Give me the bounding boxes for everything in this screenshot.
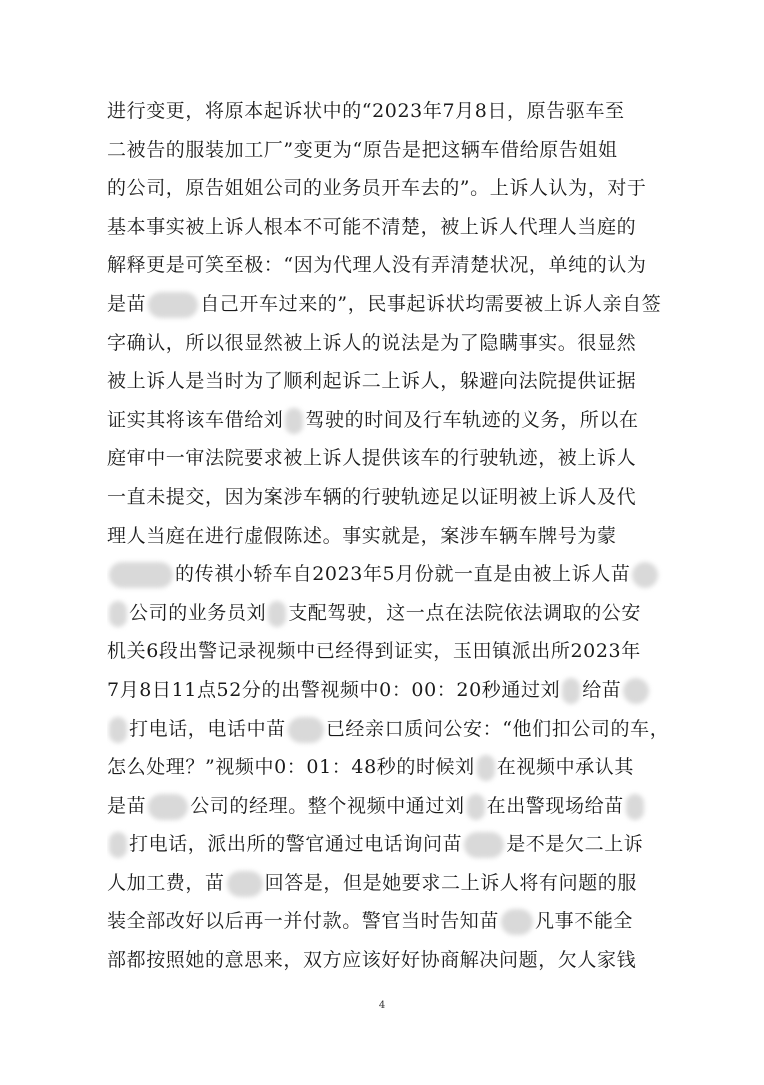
text-segment: 打电话，派出所的警官通过电话询问苗: [129, 833, 463, 856]
redaction-blur: [109, 717, 127, 743]
redaction-blur: [109, 832, 127, 858]
text-line: [107, 324, 677, 363]
text-segment: 自己开车过来的”，民事起诉状均需要被上诉人亲自签: [200, 292, 662, 315]
text-segment: 在视频中承认其: [496, 756, 634, 779]
text-segment: 给苗: [582, 678, 622, 701]
redaction-blur: [285, 408, 303, 434]
text-segment: 庭审中一审法院要求被上诉人提供该车的行驶轨迹，被上诉人: [107, 447, 637, 470]
redaction-blur: [109, 562, 173, 588]
text-line: [107, 362, 677, 401]
page-number: 4: [378, 1000, 386, 1011]
redaction-blur: [288, 717, 324, 743]
text-segment: 7月8日11点52分的出警视频中0：00：20秒通过刘: [107, 678, 561, 701]
text-line: [107, 208, 677, 247]
redaction-blur: [227, 871, 263, 897]
text-segment: 是不是欠二上诉: [506, 833, 644, 856]
text-line: [107, 864, 677, 903]
text-segment: 回答是，但是她要求二上诉人将有问题的服: [264, 871, 638, 894]
text-line: [107, 941, 677, 980]
text-line: [107, 131, 677, 170]
redaction-blur: [109, 601, 127, 627]
text-line: [107, 246, 677, 285]
text-segment: 打电话，电话中苗: [129, 717, 286, 740]
redaction-blur: [501, 909, 533, 935]
text-line: [107, 92, 677, 131]
text-line: [107, 632, 677, 671]
text-segment: 解释更是可笑至极：“因为代理人没有弄清楚状况，单纯的认为: [107, 254, 647, 277]
text-segment: 的传祺小轿车自2023年5月份就一直是由被上诉人苗: [175, 563, 631, 586]
redaction-blur: [268, 601, 286, 627]
text-segment: 是苗: [107, 292, 147, 315]
text-segment: 二被告的服装加工厂”变更为“原告是把这辆车借给原告姐姐: [107, 138, 618, 161]
text-segment: 被上诉人是当时为了顺利起诉二上诉人，躲避向法院提供证据: [107, 370, 637, 393]
text-segment: 在出警现场给苗: [486, 794, 624, 817]
text-segment: 机关6段出警记录视频中已经得到证实，玉田镇派出所2023年: [107, 640, 641, 663]
text-segment: 公司的经理。整个视频中通过刘: [190, 794, 465, 817]
text-segment: 凡事不能全: [535, 910, 634, 933]
text-line: [107, 787, 677, 826]
text-segment: 进行变更，将原本起诉状中的“2023年7月8日，原告驱车至: [107, 100, 625, 122]
text-segment: 理人当庭在进行虚假陈述。事实就是，案涉车辆车牌号为蒙: [107, 524, 617, 547]
text-segment: 是苗: [107, 794, 147, 817]
text-segment: 基本事实被上诉人根本不可能不清楚，被上诉人代理人当庭的: [107, 215, 637, 238]
text-segment: 怎么处理？”视频中0：01：48秒的时候刘: [107, 756, 475, 779]
text-line: [107, 671, 677, 710]
redaction-blur: [464, 832, 504, 858]
redaction-blur: [477, 755, 495, 781]
text-line: [107, 169, 677, 208]
body-text: [107, 92, 677, 980]
text-line: [107, 748, 677, 787]
redaction-blur: [148, 794, 188, 820]
redaction-blur: [148, 292, 198, 318]
text-line: [107, 285, 677, 324]
redaction-blur: [562, 678, 580, 704]
redaction-blur: [467, 794, 485, 820]
redaction-blur: [632, 562, 658, 588]
text-line: [107, 478, 677, 517]
redaction-blur: [626, 794, 644, 820]
text-line: [107, 902, 677, 941]
text-line: [107, 401, 677, 440]
text-segment: 已经亲口质问公安：“他们扣公司的车，: [325, 717, 670, 740]
text-segment: 证实其将该车借给刘: [107, 408, 284, 431]
text-segment: 的公司，原告姐姐公司的业务员开车去的”。上诉人认为，对于: [107, 177, 647, 200]
text-line: [107, 594, 677, 633]
text-segment: 人加工费，苗: [107, 871, 225, 894]
text-line: [107, 439, 677, 478]
redaction-blur: [623, 678, 649, 704]
text-segment: 部都按照她的意思来，双方应该好好协商解决问题，欠人家钱: [107, 949, 637, 972]
text-segment: 公司的业务员刘: [129, 601, 267, 624]
text-line: [107, 517, 677, 556]
text-segment: 支配驾驶，这一点在法院依法调取的公安: [288, 601, 642, 624]
text-segment: 字确认，所以很显然被上诉人的说法是为了隐瞒事实。很显然: [107, 331, 637, 354]
text-segment: 装全部改好以后再一并付款。警官当时告知苗: [107, 910, 500, 933]
text-segment: 驾驶的时间及行车轨迹的义务，所以在: [305, 408, 639, 431]
text-line: [107, 555, 677, 594]
text-line: [107, 710, 677, 749]
text-line: [107, 825, 677, 864]
text-segment: 一直未提交，因为案涉车辆的行驶轨迹足以证明被上诉人及代: [107, 485, 637, 508]
